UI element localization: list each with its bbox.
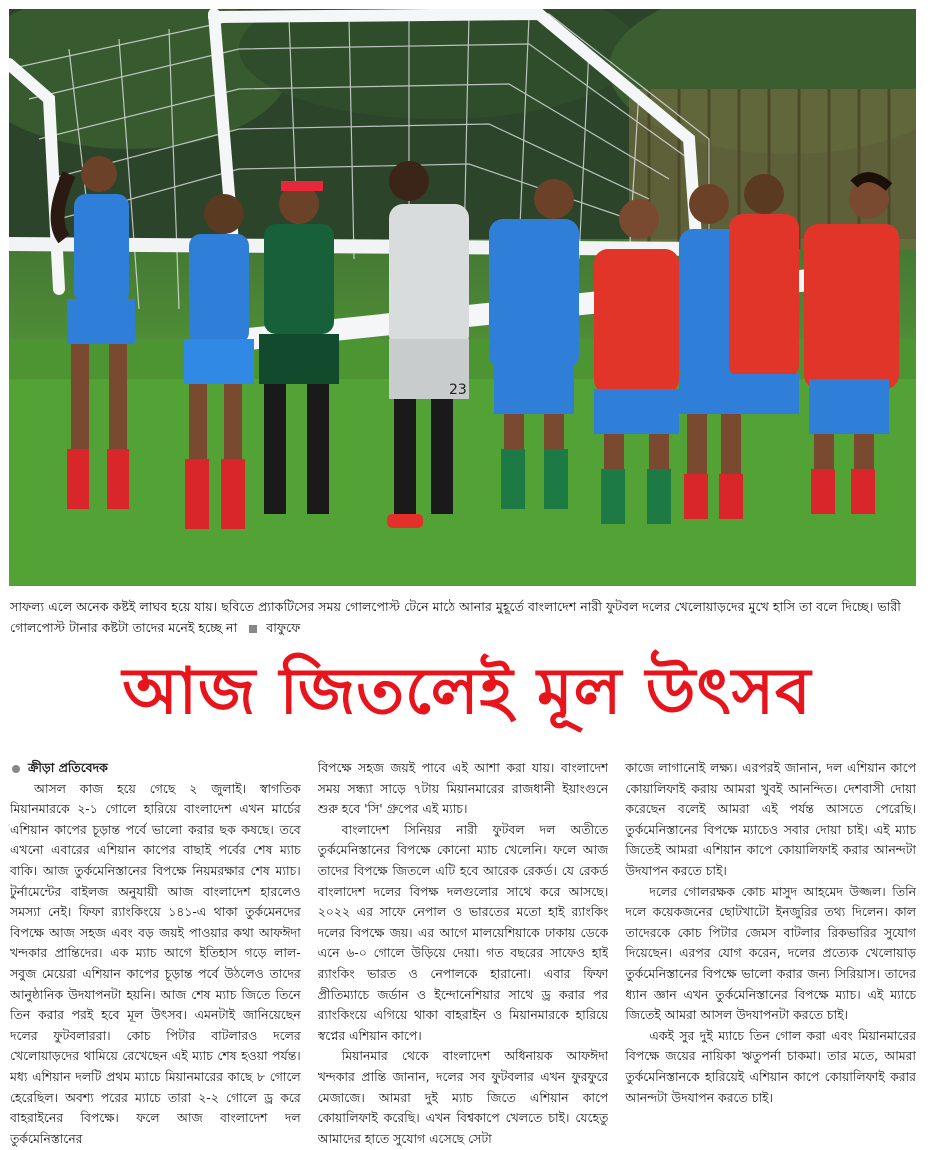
headline: আজ জিতলেই মূল উৎসব — [122, 655, 812, 729]
article-paragraph: মিয়ানমার থেকে বাংলাদেশ অধিনায়ক আফঈদা খন্দকার প্রান্তি জানান, দলের সব ফুটবলার এখন ফুরফুরে মেজাজে। আমরা দুই ম্যাচ জিতে এশিয়ান কাপে কোয়ালিফাই করেছি। এখন বিশ্বকাপে খেলতে চাই। যেহেতু আমাদের হাতে সুযোগ এসেছে সেটা — [317, 1048, 609, 1146]
jersey-number: 23 — [449, 382, 467, 398]
article-paragraph: একই সুর দুই ম্যাচে তিন গোল করা এবং মিয়ানমারের বিপক্ষে জয়ের নায়িকা ঋতুপর্না চাকমা। তার মতে, আমরা তুর্কমেনিস্তানকে হারিয়েই এশিয়ান কাপে কোয়ালিফাই করার আনন্দটা উদযাপন করতে চাই। — [625, 1027, 917, 1105]
byline-bullet-icon — [12, 765, 20, 773]
article-paragraph: কাজে লাগানোই লক্ষ্য। এরপরই জানান, দল এশিয়ান কাপে কোয়ালিফাই করায় আমরা খুবই আনন্দিত। দেশবাসী দোয়া করেছেন বলেই আমরা এই পর্যন্ত আসতে পেরেছি। তুর্কমেনিস্তানের বিপক্ষে ম্যাচেও সবার দোয়া চাই। এই ম্যাচ জিতেই আমরা এশিয়ান কাপে কোয়ালিফাই করার আনন্দটা উদযাপন করতে চাই। — [625, 760, 917, 878]
article-paragraph: বাংলাদেশ সিনিয়র নারী ফুটবল দল অতীতে তুর্কমেনিস্তানের বিপক্ষে কোনো ম্যাচ খেলেনি। ফলে আজ তাদের বিপক্ষে জিতলে এটি হবে আরেক রেকর্ড। যে রেকর্ড বাংলাদেশ দলের বিপক্ষ দলগুলোর সাথে করে আসছে। ২০২২ এর সাফে নেপাল ও ভারতের মতো হাই র‍্যাংকিং দলের বিপক্ষে জয়। এর আগে মালয়েশিয়াকে ঢাকায় ডেকে এনে ৬-০ গোলে উড়িয়ে দেয়া। গত বছরের সাফেও হাই র‍্যাংকিং ভারত ও নেপালকে হারানো। এবার ফিফা প্রীতিম্যাচে জর্ডান ও ইন্দোনেশিয়ার সাথে ড্র করার পর র‍্যাংকিংয়ে এগিয়ে থাকা বাহরাইন ও মিয়ানমারকে হারিয়ে স্বপ্নের এশিয়ান কাপে। — [317, 821, 609, 1043]
photo-credit: বাফুফে — [266, 620, 301, 635]
article-paragraph: আসল কাজ হয়ে গেছে ২ জুলাই। স্বাগতিক মিয়ানমারকে ২-১ গোলে হারিয়ে বাংলাদেশ এখন মার্চের এশিয়ান কাপের চূড়ান্ত পর্বে ভালো করার ছক কষছে। তবে এখনো এবারের এশিয়ান কাপের বাছাই পর্বের শেষ ম্যাচ বাকি। আজ তুর্কমেনিস্তানের বিপক্ষে নিয়মরক্ষার শেষ ম্যাচ। টুর্নামেন্টের বাইলজ অনুযায়ী আজ বাংলাদেশ হারলেও সমস্যা নেই। ফিফা র‍্যাংকিংয়ে ১৪১-এ থাকা তুর্কমেনদের বিপক্ষে আজ সহজ এবং বড় জয়ই পাওয়ার কথা আফঈদা খন্দকার প্রান্তিদের। এক ম্যাচ আগে ইতিহাস গড়ে লাল-সবুজ মেয়েরা এশিয়ান কাপের চূড়ান্ত পর্বে উঠলেও তাদের আনুষ্ঠানিক উদযাপনটা হয়নি। আজ শেষ ম্যাচ জিতে তিনে তিন করার পরই হবে মূল উৎসব। এমনটাই জানিয়েছেন দলের ফুটবলাররা। কোচ পিটার বাটলারও দলের খেলোয়াড়দের থামিয়ে রেখেছেন এই ম্যাচ শেষ হওয়া পর্যন্ত। মধ্য এশিয়ান দলটি প্রথম ম্যাচে মিয়ানমারের কাছে ৮ গোলে হেরেছিল। অবশ্য পরের ম্যাচে তারা ২-২ গোলে ড্র করে বাহরাইনের বিপক্ষে। ফলে আজ বাংলাদেশ দল তুর্কমেনিস্তানের — [10, 780, 301, 1146]
training-scene-illustration — [9, 9, 916, 586]
article-column-1 — [10, 758, 301, 1150]
article-body — [10, 758, 916, 1150]
article-column-2 — [318, 758, 609, 1150]
article-paragraph: বিপক্ষে সহজ জয়ই পাবে এই আশা করা যায়। বাংলাদেশ সময় সন্ধ্যা সাড়ে ৭টায় মিয়ানমারের রাজধানী ইয়াংগুনে শুরু হবে 'সি' গ্রুপের এই ম্যাচ। — [317, 760, 609, 817]
article-paragraph: দলের গোলরক্ষক কোচ মাসুদ আহমেদ উজ্জল। তিনি দলে কয়েকজনের ছোটখাটো ইনজুরির তথ্য দিলেন। কাল তাদেরকে কোচ পিটার জেমস বাটলার রিকভারির সুযোগ দিয়েছেন। এরপর যোগ করেন, দলের প্রত্যেক খেলোয়াড় তুর্কমেনিস্তানের বিপক্ষে ভালো করার জন্য সিরিয়াস। তাদের ধ্যান জ্ঞান এখন তুর্কমেনিস্তানের বিপক্ষে ম্যাচ। এই ম্যাচে জিতেই আমরা আসল উদযাপনটা করতে চাই। — [625, 883, 917, 1023]
caption-text: সাফল্য এলে অনেক কষ্টই লাঘব হয়ে যায়। ছবিতে প্র্যাকটিসের সময় গোলপোস্ট টেনে মাঠে আনার মুহূর্তে বাংলাদেশ নারী ফুটবল দলের খেলোয়াড়দের মুখে হাসি তা বলে দিচ্ছে। ভারী গোলপোস্ট টানার কষ্টটা তাদের মনেই হচ্ছে না — [10, 599, 901, 635]
article-column-3 — [625, 758, 916, 1150]
photo-caption — [10, 596, 915, 638]
news-photo — [9, 9, 916, 586]
byline: ক্রীড়া প্রতিবেদক — [27, 760, 108, 775]
credit-square-icon — [249, 625, 257, 633]
byline-row — [10, 758, 301, 779]
